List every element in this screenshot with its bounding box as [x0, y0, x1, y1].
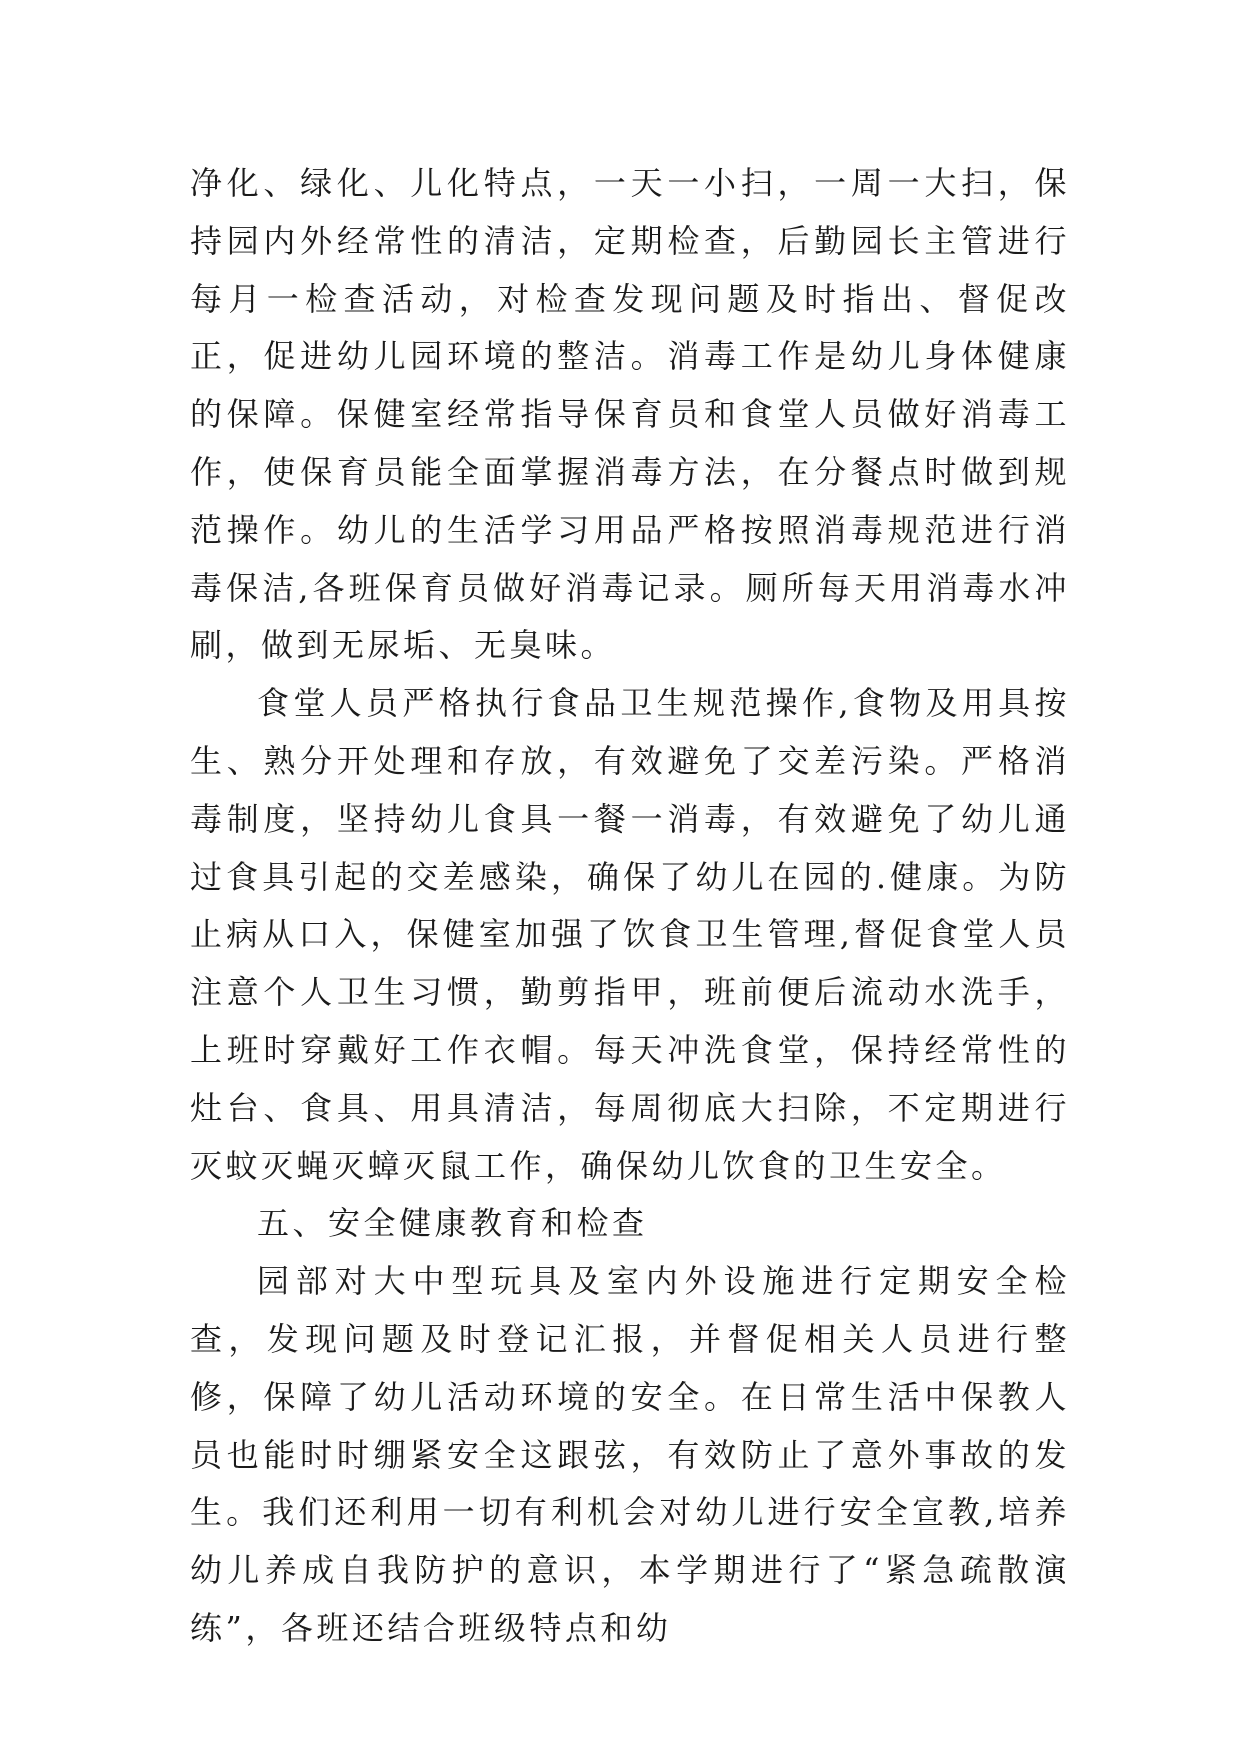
paragraph-canteen-hygiene: 食堂人员严格执行食品卫生规范操作,食物及用具按生、熟分开处理和存放，有效避免了交差污染。严格消毒制度，坚持幼儿食具一餐一消毒，有效避免了幼儿通过食具引起的交差感染，确保了幼儿在园的.健康。为防止病从口入，保健室加强了饮食卫生管理,督促食堂人员注意个人卫生习惯，勤剪指甲，班前便后流动水洗手，上班时穿戴好工作衣帽。每天冲洗食堂，保持经常性的灶台、食具、用具清洁，每周彻底大扫除，不定期进行灭蚊灭蝇灭蟑灭鼠工作，确保幼儿饮食的卫生安全。 — [190, 684, 1070, 1185]
document-body — [190, 155, 1070, 1658]
section-heading-safety: 五、安全健康教育和检查 — [257, 1204, 648, 1243]
paragraph-safety-inspection: 园部对大中型玩具及室内外设施进行定期安全检查，发现问题及时登记汇报，并督促相关人员进行整修，保障了幼儿活动环境的安全。在日常生活中保教人员也能时时绷紧安全这跟弦，有效防止了意外事故的发生。我们还利用一切有利机会对幼儿进行安全宣教,培养幼儿养成自我防护的意识，本学期进行了“紧急疏散演练”，各班还结合班级特点和幼 — [190, 1262, 1070, 1647]
paragraph-cleaning-disinfection: 净化、绿化、儿化特点，一天一小扫，一周一大扫，保持园内外经常性的清洁，定期检查，后勤园长主管进行每月一检查活动，对检查发现问题及时指出、督促改正，促进幼儿园环境的整洁。消毒工作是幼儿身体健康的保障。保健室经常指导保育员和食堂人员做好消毒工作，使保育员能全面掌握消毒方法，在分餐点时做到规范操作。幼儿的生活学习用品严格按照消毒规范进行消毒保洁,各班保育员做好消毒记录。厕所每天用消毒水冲刷，做到无尿垢、无臭味。 — [190, 164, 1070, 665]
